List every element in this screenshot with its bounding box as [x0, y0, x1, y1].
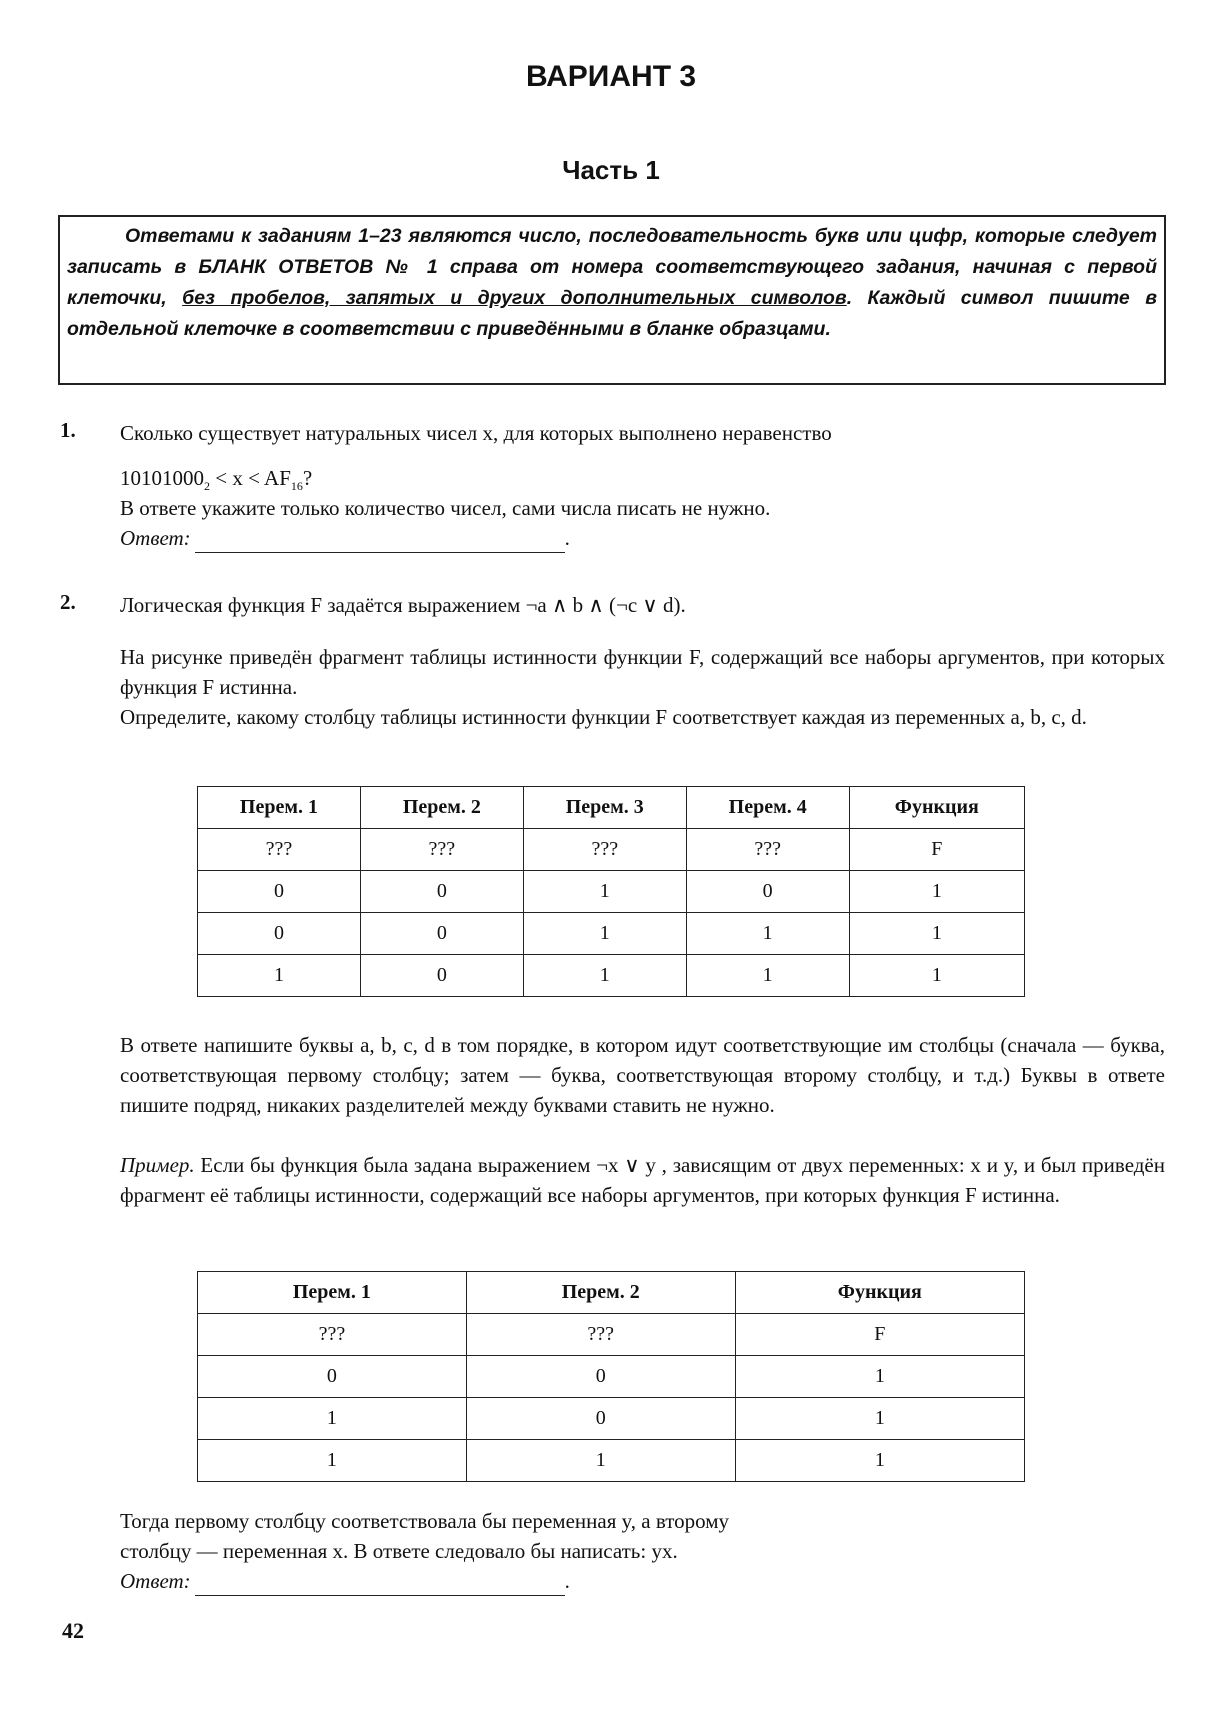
column-header: Перем. 1 — [198, 1272, 467, 1314]
table-row — [198, 1356, 1025, 1398]
table-cell: F — [735, 1314, 1024, 1356]
q1-answer-field[interactable] — [195, 530, 565, 553]
part-title: Часть 1 — [562, 155, 660, 185]
q2-example — [120, 1150, 1165, 1210]
table-cell: 0 — [198, 871, 361, 913]
base-16: 16 — [290, 479, 303, 494]
q2-line1: Логическая функция F задаётся выражением ¬a ∧ b ∧ (¬c ∨ d). — [120, 593, 686, 617]
table-cell: 1 — [198, 1398, 467, 1440]
q2-para1: На рисунке приведён фрагмент таблицы истинности функции F, содержащий все наборы аргументов, при которых функция F истинна. — [120, 645, 1165, 699]
table-cell: ??? — [360, 829, 523, 871]
table-cell: 1 — [198, 955, 361, 997]
table-cell: ??? — [523, 829, 686, 871]
table-cell: 1 — [735, 1356, 1024, 1398]
inequality-mid: < x < AF — [210, 466, 291, 490]
table-cell: ??? — [466, 1314, 735, 1356]
table-cell: 1 — [686, 955, 849, 997]
table-cell: ??? — [198, 1314, 467, 1356]
table-cell: ??? — [686, 829, 849, 871]
truth-table-2 — [197, 1271, 1025, 1482]
table-cell: 0 — [360, 913, 523, 955]
q2-para2: Определите, какому столбцу таблицы истинности функции F соответствует каждая из переменных a, b, c, d. — [120, 705, 1087, 729]
table-cell: 1 — [735, 1398, 1024, 1440]
column-header: Перем. 4 — [686, 787, 849, 829]
table-cell: ??? — [198, 829, 361, 871]
q2-conclusion-2: столбцу — переменная x. В ответе следовало бы написать: yx. — [120, 1539, 678, 1563]
table-row — [198, 1314, 1025, 1356]
example-text: Если бы функция была задана выражением ¬x ∨ y , зависящим от двух переменных: x и y, и был приведён фрагмент её таблицы истинности, содержащий все наборы аргументов, при которых функция F истинна. — [120, 1153, 1165, 1207]
variant-title: ВАРИАНТ 3 — [525, 60, 697, 93]
table-cell: 1 — [849, 913, 1024, 955]
column-header: Перем. 1 — [198, 787, 361, 829]
table-header-row — [198, 787, 1025, 829]
q2-number: 2. — [60, 590, 76, 614]
instructions-text: Ответами к заданиям 1–23 являются число, последовательность букв или цифр, которые следует записать в БЛАНК ОТВЕТОВ № 1 справа от номера соответствующего задания, начиная с первой клеточки, — [67, 225, 1157, 309]
table-header-row — [198, 1272, 1025, 1314]
inequality-end: ? — [302, 466, 313, 490]
table-row — [198, 1398, 1025, 1440]
table-cell: 0 — [466, 1398, 735, 1440]
column-header: Перем. 2 — [360, 787, 523, 829]
table-cell: 1 — [523, 955, 686, 997]
table-row — [198, 829, 1025, 871]
instructions-underlined: без пробелов, запятых и других дополнительных символов — [182, 287, 847, 309]
q1-number: 1. — [60, 418, 76, 442]
table-row — [198, 913, 1025, 955]
column-header: Функция — [849, 787, 1024, 829]
column-header: Перем. 2 — [466, 1272, 735, 1314]
q1-note: В ответе укажите только количество чисел, сами числа писать не нужно. — [120, 496, 771, 520]
table-row — [198, 1440, 1025, 1482]
table-cell: 0 — [686, 871, 849, 913]
q2-answer: Ответ: . — [120, 1566, 1165, 1596]
table-row — [198, 871, 1025, 913]
q1-answer: Ответ: . — [120, 523, 1165, 553]
q2-conclusion-1: Тогда первому столбцу соответствовала бы переменная y, а второму — [120, 1509, 729, 1533]
table-cell: 0 — [198, 913, 361, 955]
table-cell: 1 — [466, 1440, 735, 1482]
table-cell: F — [849, 829, 1024, 871]
instructions-text-end: . Каждый символ пишите в отдельной клеточке в соответствии с приведёнными в бланке образцами. — [67, 287, 1157, 340]
column-header: Функция — [735, 1272, 1024, 1314]
table-cell: 0 — [198, 1356, 467, 1398]
table-cell: 0 — [466, 1356, 735, 1398]
inequality-left: 10101000 — [120, 466, 204, 490]
truth-table-1 — [197, 786, 1025, 997]
table-cell: 0 — [360, 871, 523, 913]
table-cell: 1 — [735, 1440, 1024, 1482]
q2-answer-field[interactable] — [195, 1573, 565, 1596]
table-cell: 1 — [849, 955, 1024, 997]
base-2: 2 — [204, 479, 210, 494]
answer-label: Ответ: — [120, 1569, 191, 1593]
table-cell: 1 — [523, 913, 686, 955]
column-header: Перем. 3 — [523, 787, 686, 829]
table-cell: 1 — [849, 871, 1024, 913]
table-row — [198, 955, 1025, 997]
table-cell: 1 — [523, 871, 686, 913]
answer-label: Ответ: — [120, 526, 191, 550]
instructions-box — [58, 215, 1166, 385]
table-cell: 0 — [360, 955, 523, 997]
table-cell: 1 — [198, 1440, 467, 1482]
page-number: 42 — [62, 1618, 84, 1643]
q2-para3: В ответе напишите буквы a, b, c, d в том порядке, в котором идут соответствующие им столбцы (сначала — буква, соответствующая первому столбцу; затем — буква, соответствующая второму столбцу, и т.д.) Буквы в ответе пишите подряд, никаких разделителей между буквами ставить не нужно. — [120, 1033, 1165, 1117]
table-cell: 1 — [686, 913, 849, 955]
q1-text: Сколько существует натуральных чисел x, для которых выполнено неравенство — [120, 421, 832, 445]
example-label: Пример. — [120, 1153, 195, 1177]
